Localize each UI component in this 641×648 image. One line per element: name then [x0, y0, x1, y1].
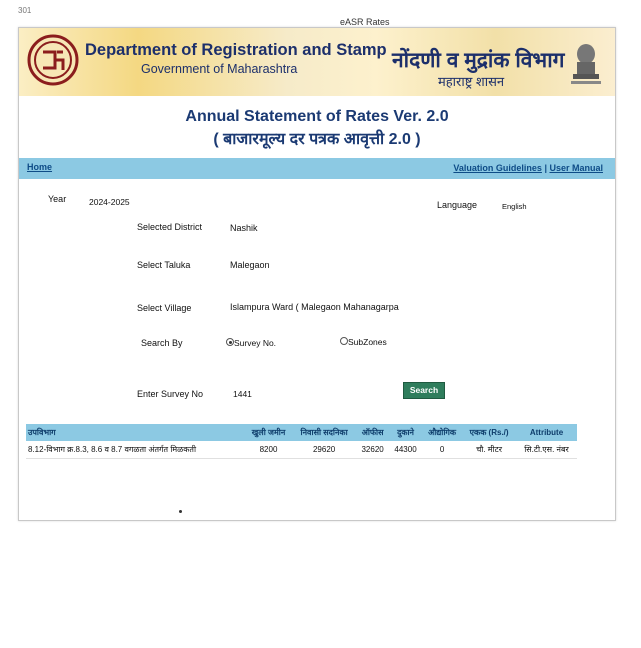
survey-no-input[interactable]: 1441: [233, 389, 252, 399]
page-sheet: [18, 27, 616, 521]
table-row: [26, 441, 577, 459]
table-cell: सि.टी.एस. नंबर: [516, 441, 577, 459]
subzones-radio[interactable]: [340, 337, 348, 345]
corner-note: 301: [18, 6, 32, 15]
table-cell: 29620: [292, 441, 356, 459]
government-name-mr: महाराष्ट्र शासन: [438, 74, 505, 89]
table-cell: 0: [422, 441, 462, 459]
table-cell: 32620: [356, 441, 389, 459]
column-header: उपविभाग: [26, 424, 245, 441]
user-manual-link[interactable]: User Manual: [549, 163, 603, 173]
table-cell: 44300: [389, 441, 422, 459]
table-cell: 8.12-विभाग क्र.8.3, 8.6 व 8.7 वगळता अंतर्गत मिळकती: [26, 441, 245, 459]
search-by-label: Search By: [141, 338, 183, 348]
village-label: Select Village: [137, 303, 192, 313]
stray-dot: [179, 510, 182, 513]
nav-links: [453, 163, 603, 173]
survey-radio[interactable]: [226, 338, 234, 346]
taluka-select[interactable]: Malegaon: [230, 260, 270, 270]
column-header: खुली जमीन: [245, 424, 292, 441]
column-header: ऑफीस: [356, 424, 389, 441]
search-button[interactable]: Search: [403, 382, 445, 399]
column-header: Attribute: [516, 424, 577, 441]
taluka-label: Select Taluka: [137, 260, 191, 270]
district-label: Selected District: [137, 222, 203, 232]
government-name-en: Government of Maharashtra: [141, 62, 298, 76]
district-select[interactable]: Nashik: [230, 223, 258, 233]
column-header: दुकाने: [389, 424, 422, 441]
village-select[interactable]: Islampura Ward ( Malegaon Mahanagarpa: [230, 302, 399, 312]
header-banner: [19, 28, 615, 96]
page-title: Annual Statement of Rates Ver. 2.0: [185, 108, 449, 125]
table-cell: चौ. मीटर: [462, 441, 516, 459]
column-header: एकक (Rs./): [462, 424, 516, 441]
department-name-mr: नोंदणी व मुद्रांक विभाग: [392, 49, 565, 72]
department-logo-icon: [27, 34, 79, 86]
column-header: औद्योगिक: [422, 424, 462, 441]
rates-table: [26, 424, 577, 459]
nav-bar: [19, 158, 615, 179]
department-name-en: Department of Registration and Stamp: [85, 41, 387, 59]
language-select[interactable]: English: [502, 202, 527, 211]
year-label: Year: [48, 194, 67, 204]
home-link[interactable]: Home: [27, 162, 53, 172]
language-label: Language: [437, 200, 478, 210]
table-cell: 8200: [245, 441, 292, 459]
nav-separator: |: [541, 163, 550, 173]
column-header: निवासी सदनिका: [292, 424, 356, 441]
year-select[interactable]: 2024-2025: [89, 197, 130, 207]
subzones-radio-label: SubZones: [348, 337, 387, 347]
page-title-marathi: ( बाजारमूल्य दर पत्रक आवृत्ती 2.0 ): [213, 131, 421, 148]
valuation-guidelines-link[interactable]: Valuation Guidelines: [453, 163, 542, 173]
survey-radio-label: Survey No.: [234, 338, 277, 348]
table-header-row: [26, 424, 577, 441]
window-title: eASR Rates: [340, 17, 390, 27]
survey-no-label: Enter Survey No: [137, 389, 204, 399]
state-emblem-icon: [567, 40, 605, 88]
